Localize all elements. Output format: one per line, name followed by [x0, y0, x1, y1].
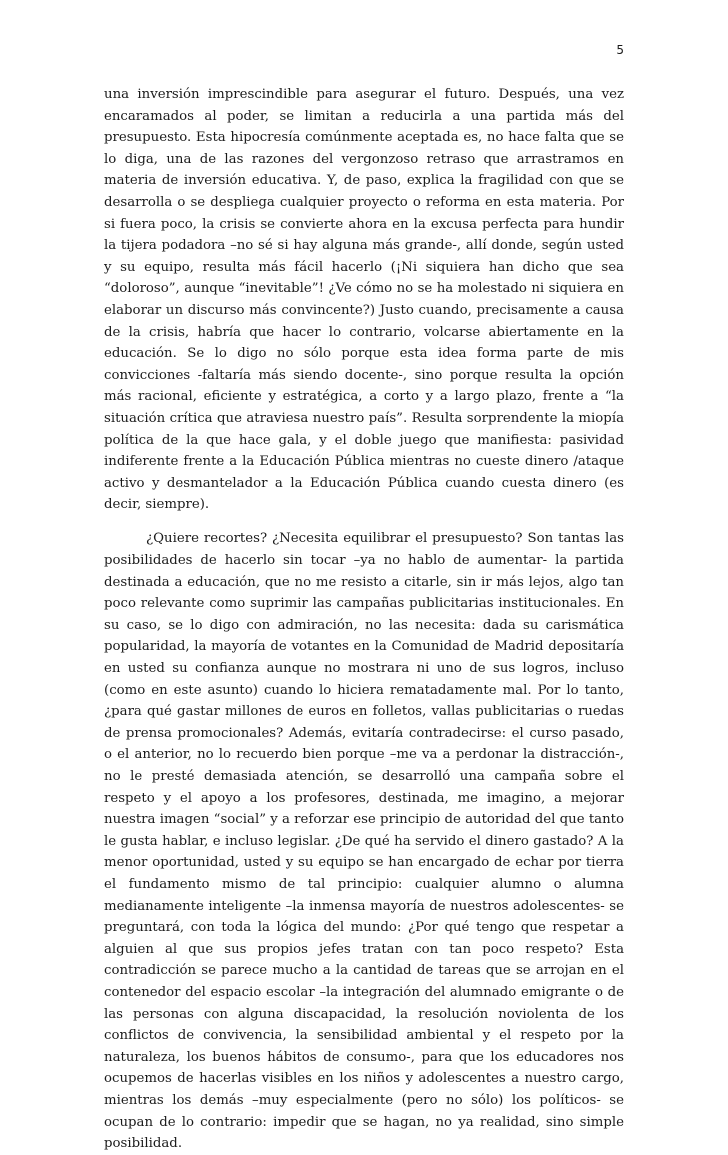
- document-body: [104, 84, 624, 1155]
- paragraph-1: una inversión imprescindible para asegurar el futuro. Después, una vez encaramados al poder, se limitan a reducirla a una partida más del presupuesto. Esta hipocresía comúnmente aceptada es, no hace falta que se lo diga, una de las razones del vergonzoso retraso que arrastramos en materia de inversión educativa. Y, de paso, explica la fragilidad con que se desarrolla o se despliega cualquier proyecto o reforma en esta materia. Por si fuera poco, la crisis se convierte ahora en la excusa perfecta para hundir la tijera podadora –no sé si hay alguna más grande-, allí donde, según usted y su equipo, resulta más fácil hacerlo (¡Ni siquiera han dicho que sea “doloroso”, aunque “inevitable”! ¿Ve cómo no se ha molestado ni siquiera en elaborar un discurso más convincente?) Justo cuando, precisamente a causa de la crisis, habría que hacer lo contrario, volcarse abiertamente en la educación. Se lo digo no sólo porque esta idea forma parte de mis convicciones -faltaría más siendo docente-, sino porque resulta la opción más racional, eficiente y estratégica, a corto y a largo plazo, frente a “la situación crítica que atraviesa nuestro país”. Resulta sorprendente la miopía política de la que hace gala, y el doble juego que manifiesta: pasividad indiferente frente a la Educación Pública mientras no cueste dinero /ataque activo y desmantelador a la Educación Pública cuando cuesta dinero (es decir, siempre).: [104, 87, 624, 513]
- page-number: 5: [616, 43, 624, 57]
- paragraph-2: ¿Quiere recortes? ¿Necesita equilibrar el presupuesto? Son tantas las posibilidades de hacerlo sin tocar –ya no hablo de aumentar- la partida destinada a educación, que no me resisto a citarle, sin ir más lejos, algo tan poco relevante como suprimir las campañas publicitarias institucionales. En su caso, se lo digo con admiración, no las necesita: dada su carismática popularidad, la mayoría de votantes en la Comunidad de Madrid depositaría en usted su confianza aunque no mostrara ni uno de sus logros, incluso (como en este asunto) cuando lo hiciera rematadamente mal. Por lo tanto, ¿para qué gastar millones de euros en folletos, vallas publicitarias o ruedas de prensa promocionales? Además, evitaría contradecirse: el curso pasado, o el anterior, no lo recuerdo bien porque –me va a perdonar la distracción-, no le presté demasiada atención, se desarrolló una campaña sobre el respeto y el apoyo a los profesores, destinada, me imagino, a mejorar nuestra imagen “social” y a reforzar ese principio de autoridad del que tanto le gusta hablar, e incluso legislar. ¿De qué ha servido el dinero gastado? A la menor oportunidad, usted y su equipo se han encargado de echar por tierra el fundamento mismo de tal principio: cualquier alumno o alumna medianamente inteligente –la inmensa mayoría de nuestros adolescentes- se preguntará, con toda la lógica del mundo: ¿Por qué tengo que respetar a alguien al que sus propios jefes tratan con tan poco respeto? Esta contradicción se parece mucho a la cantidad de tareas que se arrojan en el contenedor del espacio escolar –la integración del alumnado emigrante o de las personas con alguna discapacidad, la resolución noviolenta de los conflictos de convivencia, la sensibilidad ambiental y el respeto por la naturaleza, los buenos hábitos de consumo-, para que los educadores nos ocupemos de hacerlas visibles en los niños y adolescentes a nuestro cargo, mientras los demás –muy especialmente (pero no sólo) los políticos- se ocupan de lo contrario: impedir que se hagan, no ya realidad, sino simple posibilidad.: [104, 531, 624, 1152]
